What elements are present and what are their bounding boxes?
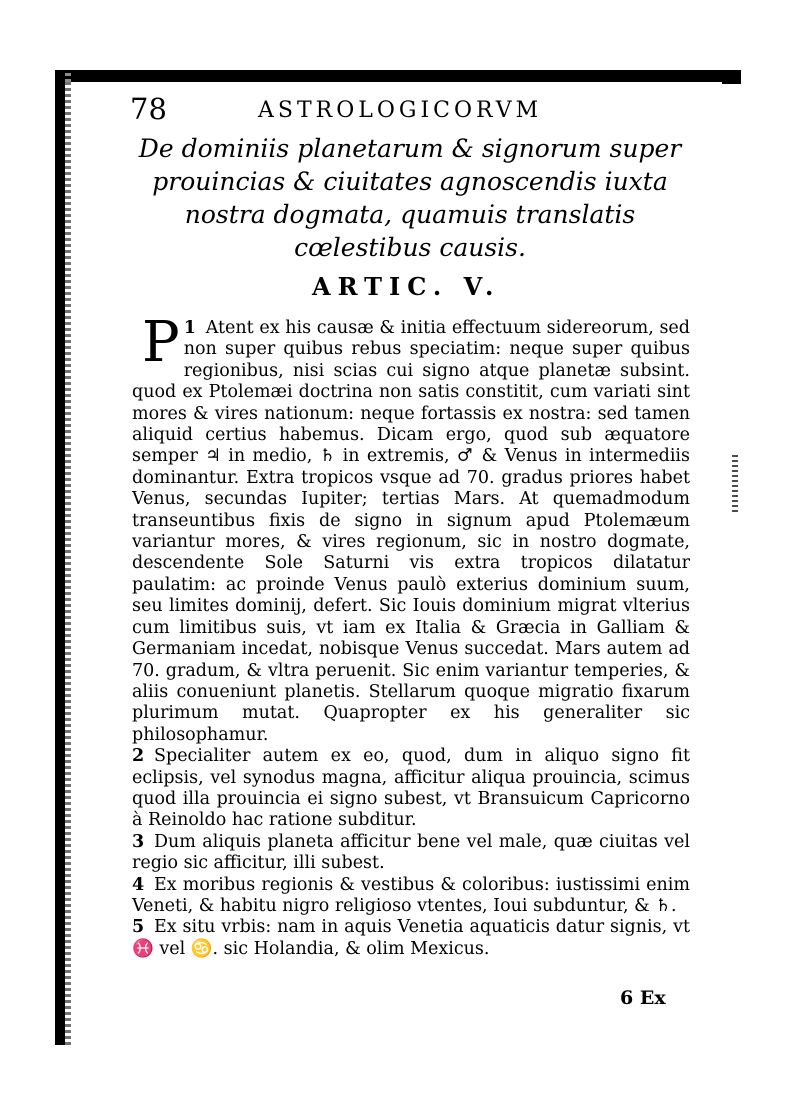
paragraph-4: [132, 875, 690, 918]
paragraph-number: 3: [132, 831, 145, 852]
book-page: [80, 82, 720, 1042]
catchword: 6 Ex: [620, 987, 666, 1009]
drop-cap: P: [142, 310, 180, 375]
body-text: [132, 310, 690, 960]
scan-left-border: [55, 70, 65, 1045]
paragraph-number: 4: [132, 874, 145, 895]
paragraph-3: [132, 832, 690, 875]
paragraph-text: Atent ex his causæ & initia effectuum sidereorum, sed non super quibus rebus speciatim: neque super quibus regionibus, nisi scias cui signo atque planetæ subsint. quod ex Ptolemæi doctrina non satis constitit, cum variati sint mores & vires nationum: neque fortassis ex nostra: sed tamen aliquid certius habemus. Dicam ergo, quod sub æquatore semper ♃ in medio, ♄ in extremis, ♂ & Venus in intermediis dominantur. Extra tropicos vsque ad 70. gradus priores habet Venus, secundas Iupiter; tertias Mars. At quemadmodum transeuntibus fixis de signo in signum apud Ptolemæum variantur mores, & vires regionum, sic in nostro dogmate, descendente Sole Saturni vis extra tropicos dilatatur paulatim: ac proinde Venus paulò exterius dominium suum, seu limites dominij, defert. Sic Iouis dominium migrat vlterius cum limitibus suis, vt iam ex Italia & Græcia in Galliam & Germaniam incedat, nobisque Venus succedat. Mars autem ad 70. gradum, & vltra peruenit. Sic enim variantur temperies, & aliis conueniunt planetis. Stellarum quoque migratio fixarum plurimum mutat. Quapropter ex his generaliter sic philosophamur.: [132, 318, 690, 745]
paragraph-5: [132, 917, 690, 960]
scan-top-border: [55, 70, 741, 82]
paragraph-text: Specialiter autem ex eo, quod, dum in aliquo signo fit eclipsis, vel synodus magna, afficitur aliqua prouincia, scimus quod illa prouincia ei signo subest, vt Bransuicum Capricorno à Reinoldo hac ratione subditur.: [132, 746, 690, 831]
scan-right-mark: [732, 455, 738, 515]
page-number: 78: [130, 92, 167, 126]
paragraph-2: [132, 746, 690, 832]
paragraph-1: [132, 310, 690, 746]
paragraph-number: 5: [132, 917, 145, 938]
paragraph-number: 2: [132, 746, 145, 767]
paragraph-text: Ex moribus regionis & vestibus & coloribus: iustissimi enim Veneti, & habitu nigro religioso vtentes, Ioui subduntur, & ♄.: [132, 874, 690, 916]
paragraph-number: 1: [183, 318, 196, 338]
article-heading: ARTIC. V.: [312, 272, 501, 301]
chapter-title: De dominiis planetarum & signorum super prouincias & ciuitates agnoscendis iuxta nostra dogmata, quamuis translatis cœlestibus causis.: [138, 134, 682, 262]
scan-page-edge: [65, 70, 71, 1045]
running-head: ASTROLOGICORVM: [258, 98, 543, 123]
scan-right-corner: [722, 70, 741, 84]
page-header: [130, 92, 720, 126]
paragraph-text: Ex situ vrbis: nam in aquis Venetia aquaticis datur signis, vt ♓ vel ♋. sic Holandia, & olim Mexicus.: [132, 917, 690, 959]
paragraph-text: Dum aliquis planeta afficitur bene vel male, quæ ciuitas vel regio sic afficitur, illi subest.: [132, 831, 690, 874]
